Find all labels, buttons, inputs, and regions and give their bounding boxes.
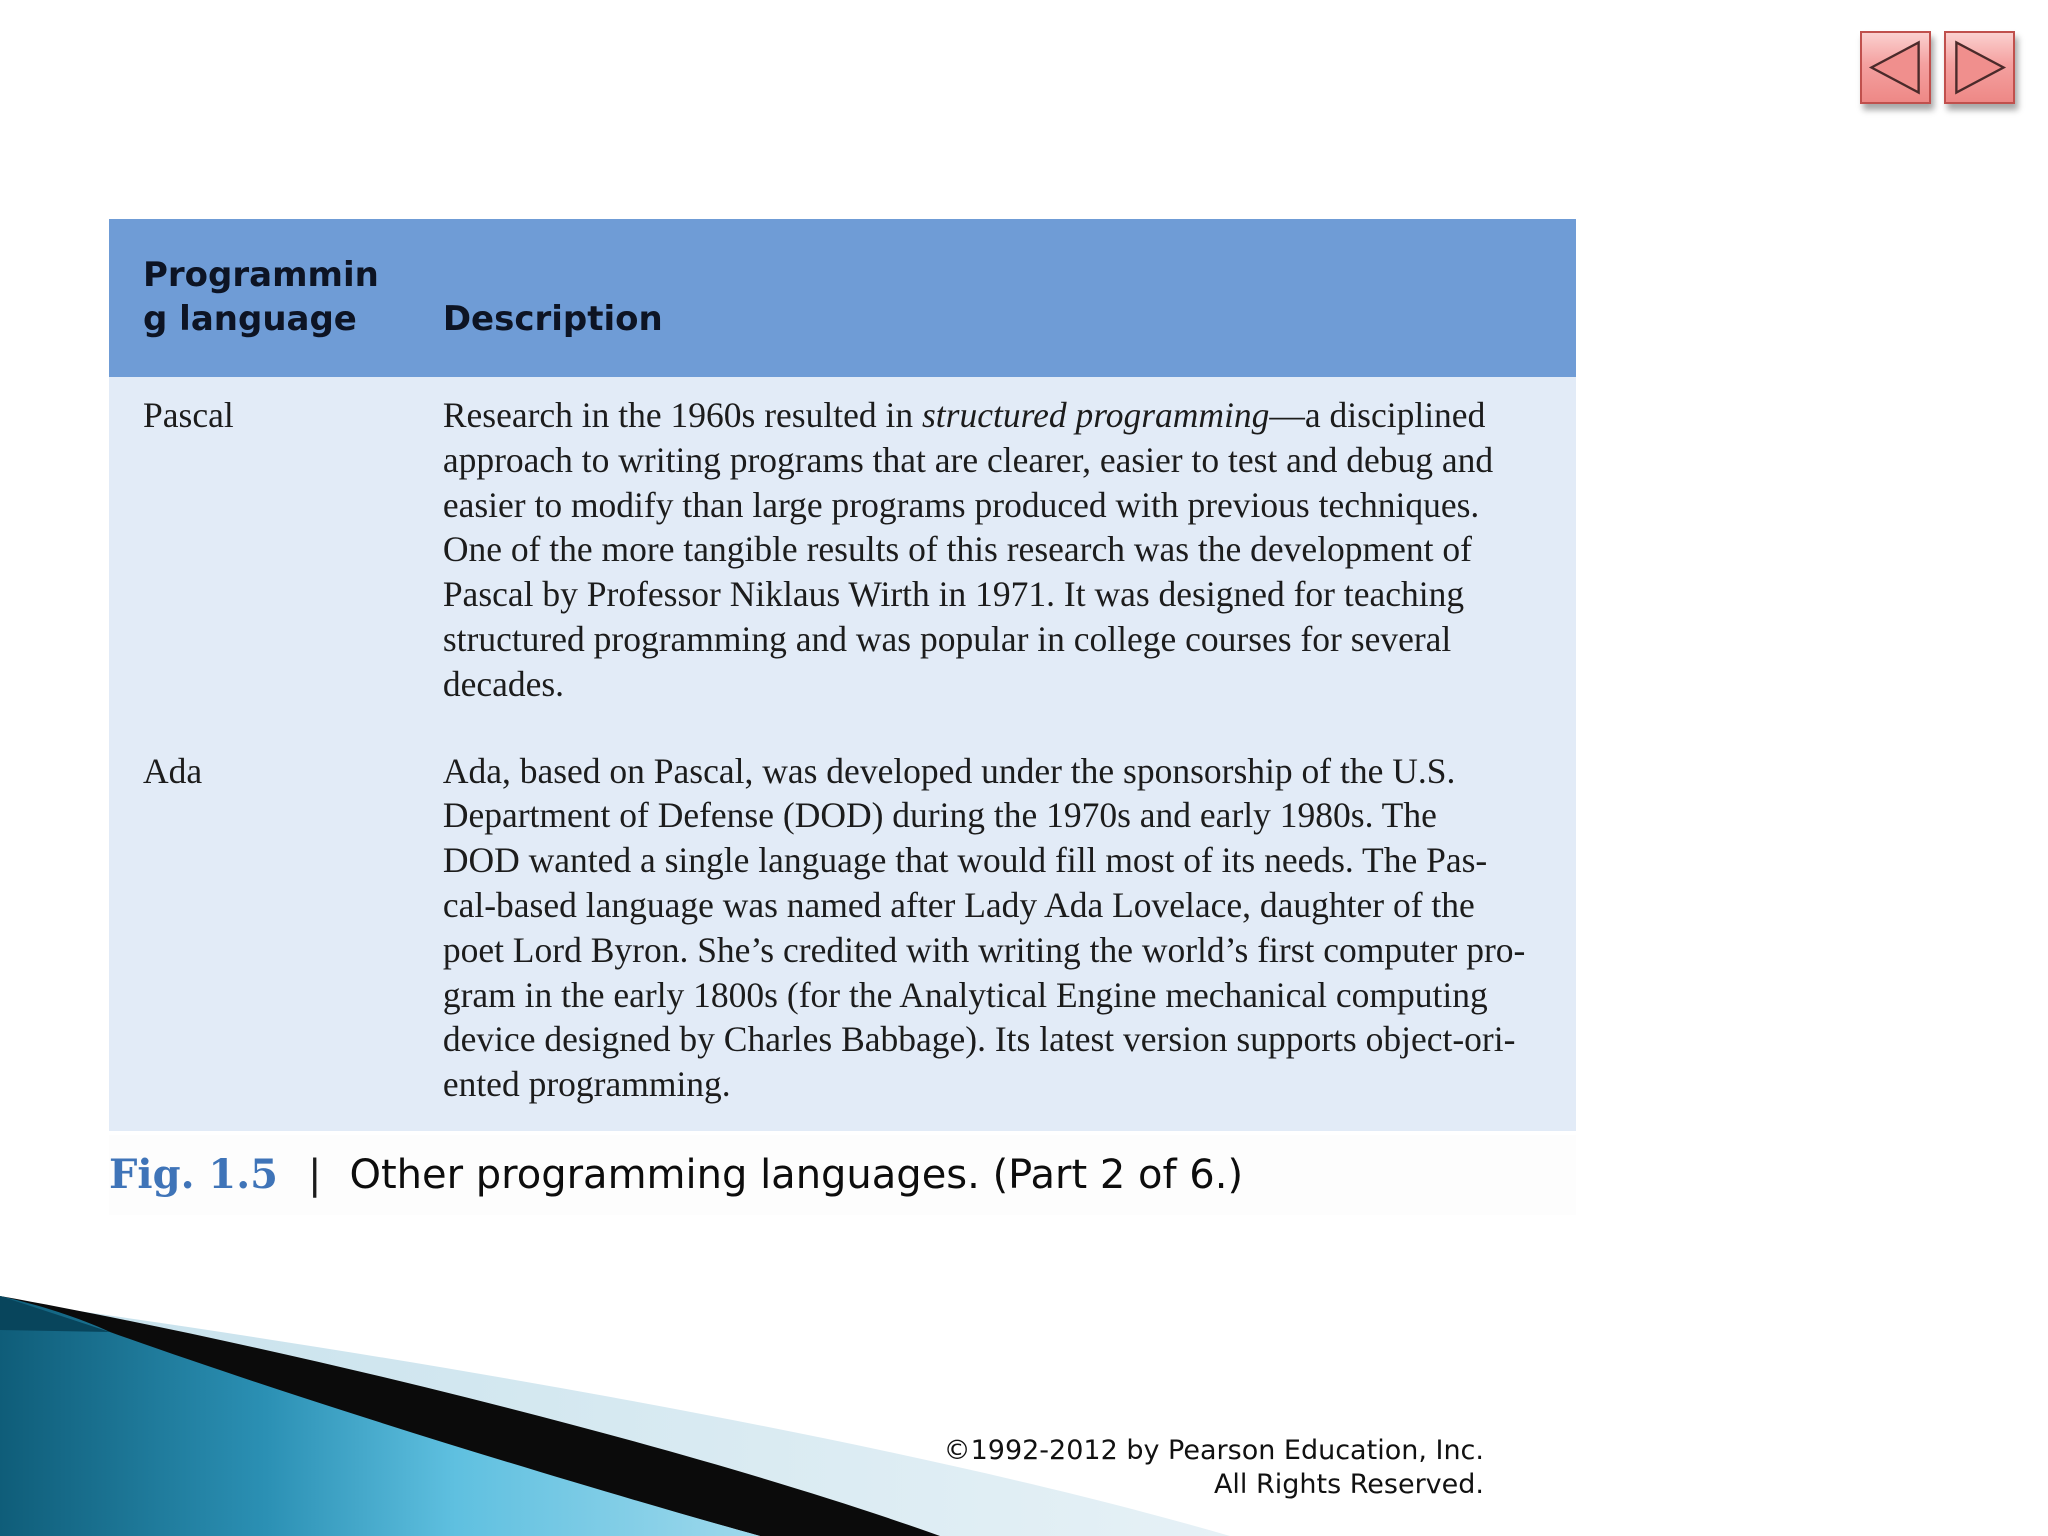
- caption-text: Other programming languages. (Part 2 of 6.): [349, 1152, 1244, 1198]
- description-italic-term: structured programming: [921, 395, 1270, 435]
- figure-label: Fig. 1.5: [109, 1151, 279, 1198]
- description-line: easier to modify than large programs produced with previous techniques.: [442, 484, 1480, 525]
- description-line: Department of Defense (DOD) during the 1970s and early 1980s. The: [442, 795, 1437, 836]
- description-line: ented programming.: [442, 1064, 731, 1105]
- table-row-ada: [109, 749, 1576, 1131]
- cell-description-ada: [379, 749, 1576, 1131]
- rights-line: All Rights Reserved.: [1213, 1469, 1484, 1500]
- caption-separator: |: [308, 1152, 322, 1198]
- next-slide-button[interactable]: [1944, 31, 2015, 104]
- description-line: [443, 393, 1550, 438]
- description-line: decades.: [442, 663, 565, 704]
- header-programming-language: [109, 219, 379, 377]
- cell-language-pascal: Pascal: [143, 395, 234, 435]
- copyright-notice: [944, 1434, 1484, 1502]
- description-text: Research in the 1960s resulted in: [442, 395, 922, 435]
- triangle-left-icon: [1862, 33, 1929, 102]
- table-row-pascal: [109, 377, 1576, 749]
- description-line: Ada, based on Pascal, was developed under the sponsorship of the U.S.: [442, 750, 1456, 791]
- description-line: cal-based language was named after Lady Ada Lovelace, daughter of the: [442, 884, 1475, 925]
- description-line: structured programming and was popular in college courses for several: [442, 618, 1452, 659]
- programming-languages-table: [109, 219, 1576, 1131]
- triangle-right-icon: [1946, 33, 2013, 102]
- description-line: DOD wanted a single language that would fill most of its needs. The Pas-: [442, 840, 1488, 881]
- description-text: —a disciplined: [1269, 395, 1486, 435]
- figure-caption: [109, 1135, 1576, 1215]
- description-line: device designed by Charles Babbage). Its latest version supports object-ori-: [442, 1019, 1516, 1060]
- copyright-line: ©1992-2012 by Pearson Education, Inc.: [943, 1435, 1484, 1466]
- description-line: Pascal by Professor Niklaus Wirth in 1971. It was designed for teaching: [442, 574, 1465, 615]
- header-description: Description: [442, 299, 663, 339]
- header-language-line1: Programmin: [143, 255, 379, 295]
- description-line: One of the more tangible results of this research was the development of: [442, 529, 1472, 570]
- cell-language-ada: Ada: [143, 750, 203, 791]
- previous-slide-button[interactable]: [1860, 31, 1931, 104]
- header-language-line2: g language: [143, 299, 357, 339]
- table-header-row: [109, 219, 1576, 377]
- description-line: poet Lord Byron. She’s credited with writing the world’s first computer pro-: [442, 929, 1526, 970]
- description-line: approach to writing programs that are clearer, easier to test and debug and: [442, 439, 1494, 480]
- cell-description-pascal: [379, 377, 1576, 749]
- description-line: gram in the early 1800s (for the Analytical Engine mechanical computing: [442, 974, 1488, 1015]
